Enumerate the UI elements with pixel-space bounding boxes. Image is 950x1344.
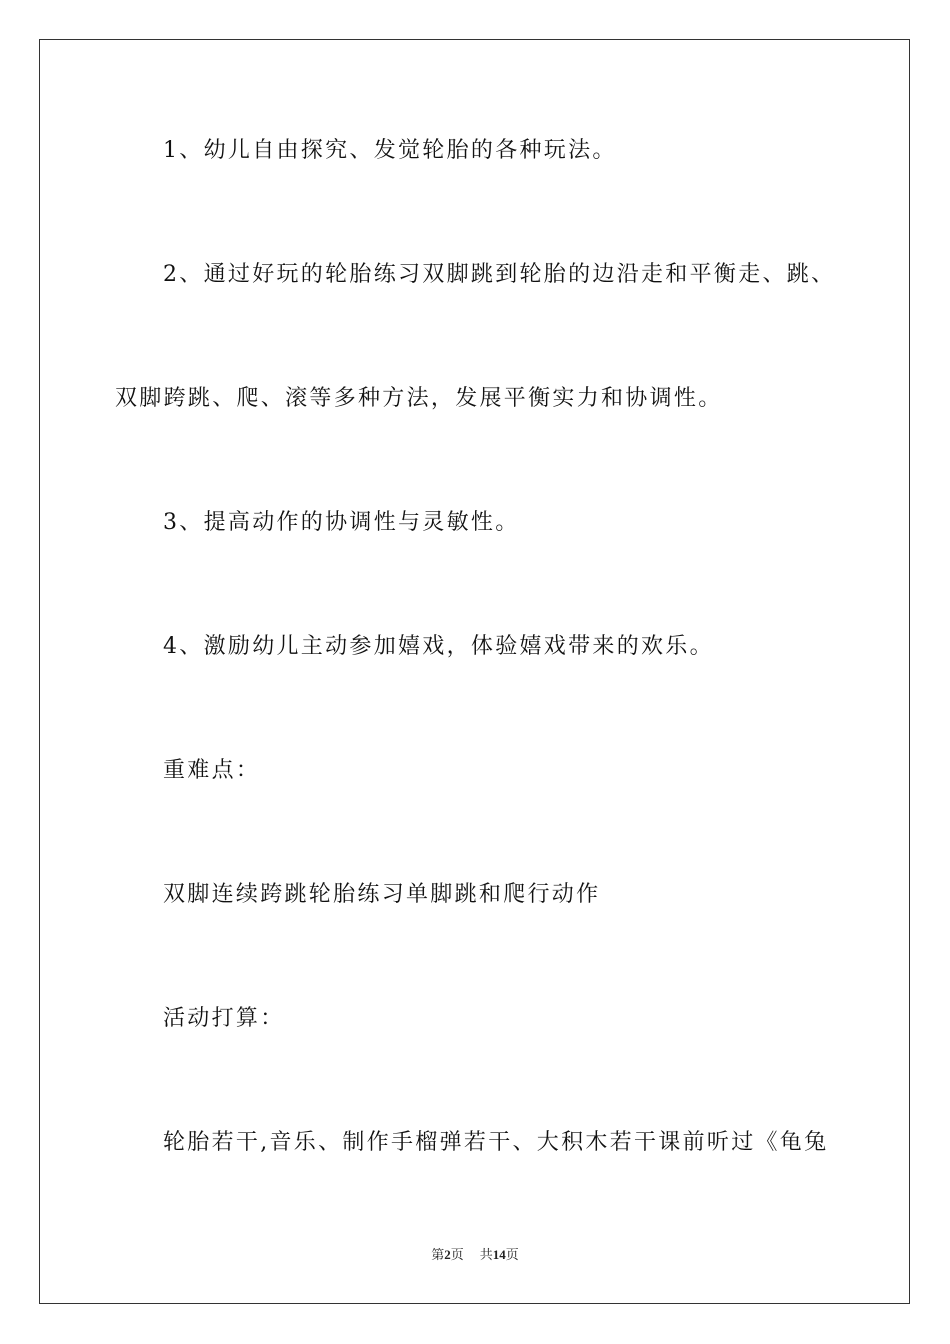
footer-total-pages: 14 <box>492 1247 506 1262</box>
paragraph-goal-4: 4、激励幼儿主动参加嬉戏，体验嬉戏带来的欢乐。 <box>163 634 714 659</box>
footer-total-suffix: 页 <box>505 1247 519 1262</box>
footer-page-number: 2 <box>444 1247 451 1262</box>
paragraph-key-points: 双脚连续跨跳轮胎练习单脚跳和爬行动作 <box>163 882 601 907</box>
paragraph-goal-1: 1、幼儿自由探究、发觉轮胎的各种玩法。 <box>163 138 617 163</box>
section-heading-preparation: 活动打算： <box>163 1006 285 1031</box>
footer-page-prefix: 第 <box>431 1247 445 1262</box>
paragraph-preparation: 轮胎若干,音乐、制作手榴弹若干、大积木若干课前听过《龟兔 <box>163 1130 829 1155</box>
paragraph-goal-3: 3、提高动作的协调性与灵敏性。 <box>163 510 520 535</box>
paragraph-goal-2-line-2: 双脚跨跳、爬、滚等多种方法，发展平衡实力和协调性。 <box>115 386 723 411</box>
page-footer <box>0 1246 950 1264</box>
page-border <box>39 39 910 1304</box>
paragraph-goal-2-line-1: 2、通过好玩的轮胎练习双脚跳到轮胎的边沿走和平衡走、跳、 <box>163 262 836 287</box>
footer-page-suffix: 页 <box>450 1247 464 1262</box>
section-heading-key-points: 重难点： <box>163 758 261 783</box>
footer-total-prefix: 共 <box>479 1247 493 1262</box>
